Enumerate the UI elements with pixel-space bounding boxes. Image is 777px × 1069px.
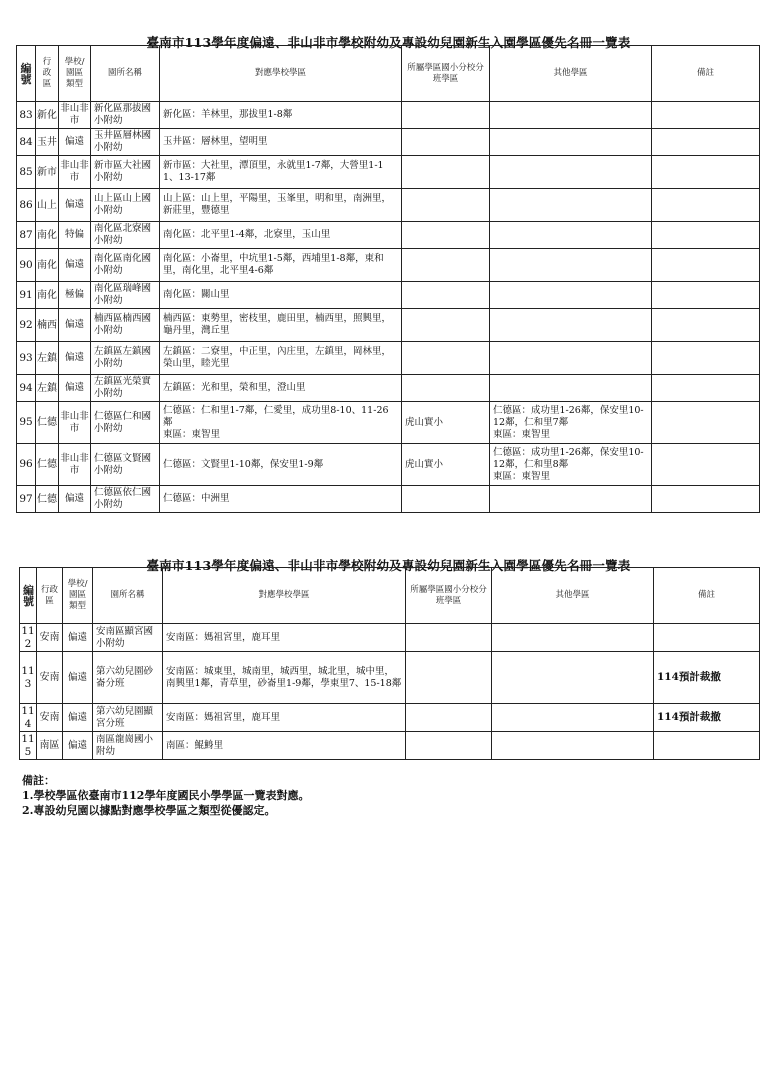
header-sub-zone: 所屬學區國小分校分班學區 xyxy=(406,568,492,624)
table-row xyxy=(17,156,760,189)
row-other-zone xyxy=(490,189,652,222)
row-zone: 南化區：關山里 xyxy=(160,282,402,309)
row-type: 非山非市 xyxy=(59,156,91,189)
row-other-zone xyxy=(490,375,652,402)
header-note: 備註 xyxy=(652,46,760,102)
row-sub-zone xyxy=(402,309,490,342)
table-row xyxy=(17,486,760,513)
row-sub-zone xyxy=(402,102,490,129)
row-district: 左鎮 xyxy=(36,375,59,402)
row-other-zone xyxy=(490,222,652,249)
row-school-name: 南區龍崗國小附幼 xyxy=(93,732,163,760)
row-other-zone xyxy=(490,342,652,375)
row-zone: 楠西區：東勢里，密枝里，鹿田里，楠西里，照興里，龜丹里，灣丘里 xyxy=(160,309,402,342)
row-other-zone xyxy=(490,282,652,309)
table-row xyxy=(17,282,760,309)
header-zone: 對應學校學區 xyxy=(160,46,402,102)
row-note xyxy=(652,249,760,282)
row-zone: 仁德區：仁和里1-7鄰，仁愛里，成功里8-10、11-26鄰 東區：東智里 xyxy=(160,402,402,444)
row-type: 偏遠 xyxy=(63,704,93,732)
row-sub-zone xyxy=(402,129,490,156)
table-header-row xyxy=(20,568,760,624)
row-other-zone xyxy=(492,652,654,704)
row-zone: 仁德區：文賢里1-10鄰，保安里1-9鄰 xyxy=(160,444,402,486)
row-note xyxy=(654,732,760,760)
row-district: 南化 xyxy=(36,249,59,282)
row-type: 偏遠 xyxy=(59,486,91,513)
row-district: 新化 xyxy=(36,102,59,129)
header-school-name: 園所名稱 xyxy=(91,46,160,102)
row-zone: 南化區：北平里1-4鄰，北寮里，玉山里 xyxy=(160,222,402,249)
footnote-item: 1.學校學區依臺南市112學年度國民小學學區一覽表對應。 xyxy=(22,789,310,802)
row-note xyxy=(652,309,760,342)
row-other-zone xyxy=(490,309,652,342)
row-school-name: 仁德區仁和國小附幼 xyxy=(91,402,160,444)
table-row xyxy=(17,402,760,444)
header-district: 行政區 xyxy=(37,568,63,624)
row-sub-zone xyxy=(402,156,490,189)
row-number: 94 xyxy=(17,375,36,402)
header-number: 編號 xyxy=(20,568,37,624)
row-zone: 南區：鯤鯓里 xyxy=(163,732,406,760)
row-district: 仁德 xyxy=(36,402,59,444)
table-row xyxy=(17,249,760,282)
header-school-name: 園所名稱 xyxy=(93,568,163,624)
table-row xyxy=(17,129,760,156)
row-number: 93 xyxy=(17,342,36,375)
row-other-zone: 仁德區：成功里1-26鄰，保安里10-12鄰，仁和里7鄰 東區：東智里 xyxy=(490,402,652,444)
row-zone: 左鎮區：二寮里，中正里，內庄里，左鎮里，岡林里，榮山里，睦光里 xyxy=(160,342,402,375)
header-other-zone: 其他學區 xyxy=(492,568,654,624)
row-district: 安南 xyxy=(37,652,63,704)
row-district: 南化 xyxy=(36,282,59,309)
row-school-name: 左鎮區左鎮國小附幼 xyxy=(91,342,160,375)
row-sub-zone: 虎山實小 xyxy=(402,444,490,486)
row-sub-zone xyxy=(406,624,492,652)
row-sub-zone xyxy=(402,486,490,513)
table-row xyxy=(20,624,760,652)
row-note xyxy=(652,102,760,129)
row-note: 114預計裁撤 xyxy=(654,652,760,704)
row-school-name: 玉井區層林國小附幼 xyxy=(91,129,160,156)
row-sub-zone xyxy=(402,282,490,309)
header-number: 編號 xyxy=(17,46,36,102)
row-note xyxy=(652,402,760,444)
row-type: 偏遠 xyxy=(59,309,91,342)
table-row xyxy=(20,652,760,704)
table1-title: 臺南市113學年度偏遠、非山非市學校附幼及專設幼兒園新生入園學區優先名冊一覽表 xyxy=(146,35,631,50)
row-sub-zone xyxy=(406,704,492,732)
row-type: 偏遠 xyxy=(59,129,91,156)
table-row xyxy=(17,342,760,375)
row-school-name: 南化區南化國小附幼 xyxy=(91,249,160,282)
table-row xyxy=(20,704,760,732)
row-district: 玉井 xyxy=(36,129,59,156)
row-note xyxy=(652,189,760,222)
footnotes xyxy=(22,773,309,818)
table-row xyxy=(20,732,760,760)
row-number: 90 xyxy=(17,249,36,282)
row-district: 仁德 xyxy=(36,444,59,486)
enrollment-table-2 xyxy=(19,567,760,760)
row-number: 91 xyxy=(17,282,36,309)
row-number: 95 xyxy=(17,402,36,444)
row-number: 112 xyxy=(21,624,35,650)
row-number: 83 xyxy=(17,102,36,129)
row-zone: 玉井區：層林里，望明里 xyxy=(160,129,402,156)
row-other-zone xyxy=(490,486,652,513)
row-number: 115 xyxy=(21,732,35,758)
row-type: 偏遠 xyxy=(59,249,91,282)
row-note xyxy=(654,624,760,652)
table-row xyxy=(17,444,760,486)
row-type: 偏遠 xyxy=(59,342,91,375)
row-other-zone xyxy=(490,102,652,129)
row-number: 92 xyxy=(17,309,36,342)
row-zone: 安南區：城東里，城南里，城西里，城北里，城中里，南興里1鄰，青草里，砂崙里1-9鄰，學東里7、15-18鄰 xyxy=(163,652,406,704)
row-zone: 新市區：大社里，潭頂里，永就里1-7鄰，大營里1-11、13-17鄰 xyxy=(160,156,402,189)
row-district: 左鎮 xyxy=(36,342,59,375)
row-note xyxy=(652,486,760,513)
footnote-label: 備註： xyxy=(22,774,55,787)
header-type: 學校/園區類型 xyxy=(63,568,93,624)
row-zone: 安南區：媽祖宮里，鹿耳里 xyxy=(163,704,406,732)
row-zone: 仁德區：中洲里 xyxy=(160,486,402,513)
row-school-name: 新市區大社國小附幼 xyxy=(91,156,160,189)
row-other-zone xyxy=(490,129,652,156)
row-note xyxy=(652,282,760,309)
row-type: 偏遠 xyxy=(63,652,93,704)
row-district: 安南 xyxy=(37,624,63,652)
footnote-item: 2.專設幼兒園以據點對應學校學區之類型從優認定。 xyxy=(22,804,276,817)
row-school-name: 第六幼兒園砂崙分班 xyxy=(93,652,163,704)
row-note xyxy=(652,375,760,402)
row-zone: 新化區：羊林里，那拔里1-8鄰 xyxy=(160,102,402,129)
row-school-name: 楠西區楠西國小附幼 xyxy=(91,309,160,342)
row-type: 偏遠 xyxy=(59,375,91,402)
row-number: 113 xyxy=(20,652,37,704)
row-note xyxy=(652,444,760,486)
row-sub-zone xyxy=(402,249,490,282)
row-school-name: 仁德區文賢國小附幼 xyxy=(91,444,160,486)
row-sub-zone xyxy=(406,652,492,704)
table-row xyxy=(17,189,760,222)
row-number: 87 xyxy=(17,222,36,249)
row-sub-zone xyxy=(406,732,492,760)
header-type: 學校/園區類型 xyxy=(59,46,91,102)
row-sub-zone xyxy=(402,189,490,222)
row-other-zone xyxy=(492,704,654,732)
row-district: 南區 xyxy=(37,732,63,760)
row-type: 非山非市 xyxy=(59,402,91,444)
row-note xyxy=(652,156,760,189)
row-number: 97 xyxy=(17,486,36,513)
table-header-row xyxy=(17,46,760,102)
row-type: 特偏 xyxy=(59,222,91,249)
row-note xyxy=(652,129,760,156)
table-row xyxy=(17,102,760,129)
row-type: 非山非市 xyxy=(59,444,91,486)
row-type: 極偏 xyxy=(59,282,91,309)
table2-title: 臺南市113學年度偏遠、非山非市學校附幼及專設幼兒園新生入園學區優先名冊一覽表 xyxy=(146,558,631,573)
row-number: 86 xyxy=(17,189,36,222)
row-district: 安南 xyxy=(37,704,63,732)
row-district: 山上 xyxy=(36,189,59,222)
row-type: 偏遠 xyxy=(63,624,93,652)
row-district: 楠西 xyxy=(36,309,59,342)
row-sub-zone xyxy=(402,342,490,375)
row-district: 南化 xyxy=(36,222,59,249)
table-row xyxy=(17,222,760,249)
table-row xyxy=(17,375,760,402)
row-district: 仁德 xyxy=(36,486,59,513)
row-note: 114預計裁撤 xyxy=(654,704,760,732)
row-school-name: 新化區那拔國小附幼 xyxy=(91,102,160,129)
row-district: 新市 xyxy=(36,156,59,189)
row-note xyxy=(652,222,760,249)
row-note xyxy=(652,342,760,375)
row-school-name: 南化區瑞峰國小附幼 xyxy=(91,282,160,309)
row-zone: 南化區：小崙里，中坑里1-5鄰，西埔里1-8鄰，東和里，南化里，北平里4-6鄰 xyxy=(160,249,402,282)
table-row xyxy=(17,309,760,342)
header-note: 備註 xyxy=(654,568,760,624)
row-other-zone xyxy=(492,732,654,760)
row-zone: 安南區：媽祖宮里，鹿耳里 xyxy=(163,624,406,652)
row-other-zone xyxy=(490,156,652,189)
row-number: 114 xyxy=(21,704,35,730)
header-district: 行政區 xyxy=(36,46,59,102)
row-number: 96 xyxy=(17,444,36,486)
row-zone: 左鎮區：光和里，榮和里，澄山里 xyxy=(160,375,402,402)
row-school-name: 仁德區依仁國小附幼 xyxy=(91,486,160,513)
row-other-zone xyxy=(490,249,652,282)
row-school-name: 安南區顯宮國小附幼 xyxy=(93,624,163,652)
enrollment-table-1 xyxy=(16,45,760,513)
row-type: 非山非市 xyxy=(59,102,91,129)
header-other-zone: 其他學區 xyxy=(490,46,652,102)
row-other-zone: 仁德區：成功里1-26鄰，保安里10-12鄰，仁和里8鄰 東區：東智里 xyxy=(490,444,652,486)
row-sub-zone xyxy=(402,222,490,249)
row-zone: 山上區：山上里，平陽里，玉峯里，明和里，南洲里，新莊里，豐德里 xyxy=(160,189,402,222)
row-school-name: 山上區山上國小附幼 xyxy=(91,189,160,222)
row-school-name: 左鎮區光榮實小附幼 xyxy=(91,375,160,402)
row-school-name: 南化區北寮國小附幼 xyxy=(91,222,160,249)
row-sub-zone xyxy=(402,375,490,402)
row-number: 85 xyxy=(17,156,36,189)
row-number: 84 xyxy=(17,129,36,156)
header-zone: 對應學校學區 xyxy=(163,568,406,624)
row-type: 偏遠 xyxy=(63,732,93,760)
row-other-zone xyxy=(492,624,654,652)
header-sub-zone: 所屬學區國小分校分班學區 xyxy=(402,46,490,102)
row-school-name: 第六幼兒園顯宮分班 xyxy=(93,704,163,732)
row-sub-zone: 虎山實小 xyxy=(402,402,490,444)
row-type: 偏遠 xyxy=(59,189,91,222)
